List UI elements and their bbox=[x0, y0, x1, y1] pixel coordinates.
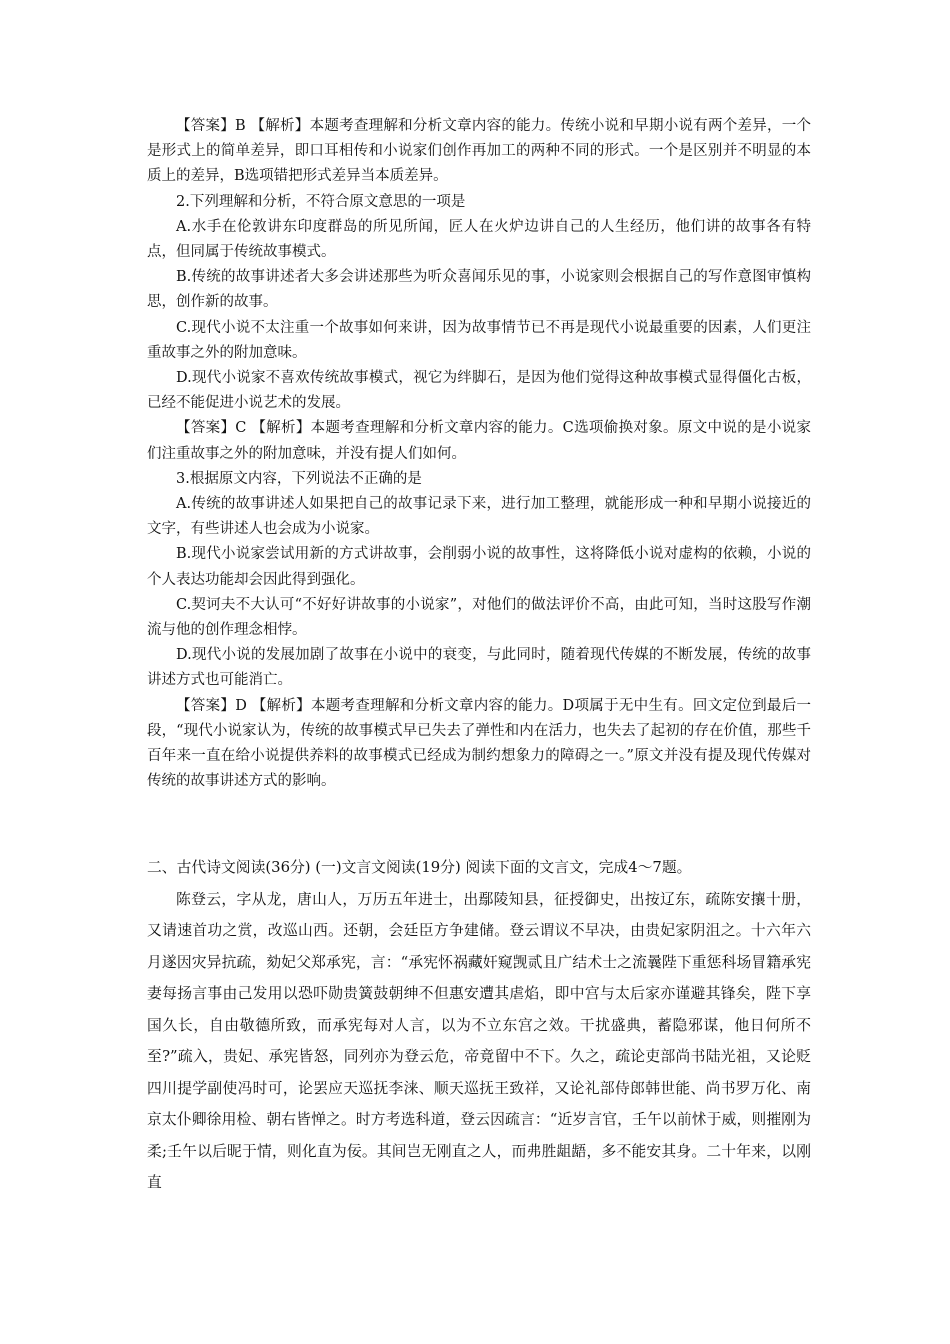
classical-passage: 陈登云，字从龙，唐山人，万历五年进士，出鄢陵知县，征授御史，出按辽东，疏陈安攘十册，又请速首功之赏，改巡山西。还朝，会廷臣方争建储。登云谓议不早决，由贵妃家阴沮之。十六年六月遂因灾异抗疏，劾妃父郑承宪，言：“承宪怀祸藏奸窥觊贰且广结术士之流曩陛下重惩科场冒籍承宪妻每扬言事由己发用以恐吓勋贵簧鼓朝绅不但惠安遭其虐焰，即中宫与太后家亦谨避其锋矣，陛下享国久长，自由敬德所致，而承宪每对人言，以为不立东宫之效。干扰盛典，蓄隐邪谋，他日何所不至?”疏入，贵妃、承宪皆怒，同列亦为登云危，帝竟留中不下。久之，疏论吏部尚书陆光祖，又论贬四川提学副使冯时可，论罢应天巡抚李涞、顺天巡抚王致祥，又论礼部侍郎韩世能、尚书罗万化、南京太仆卿徐用检、朝右皆惮之。时方考选科道，登云因疏言：“近岁言官，壬午以前怵于威，则摧刚为柔;壬午以后昵于情，则化直为佞。其间岂无刚直之人，而弗胜龃龉，多不能安其身。二十年来，以刚直 bbox=[147, 890, 811, 1192]
section-heading: 二、古代诗文阅读(36分) (一)文言文阅读(19分) 阅读下面的文言文，完成4～7题。 bbox=[147, 859, 692, 877]
question-3: 3.根据原文内容，下列说法不正确的是 bbox=[176, 470, 422, 487]
option-2a: A.水手在伦敦讲东印度群岛的所见所闻，匠人在火炉边讲自己的人生经历，他们讲的故事各有特点，但同属于传统故事模式。 bbox=[147, 218, 811, 261]
option-2d: D.现代小说家不喜欢传统故事模式，视它为绊脚石，是因为他们觉得这种故事模式显得僵化古板，已经不能促进小说艺术的发展。 bbox=[147, 370, 811, 412]
option-3b: B.现代小说家尝试用新的方式讲故事，会削弱小说的故事性，这将降低小说对虚构的依赖，小说的个人表达功能却会因此得到强化。 bbox=[147, 546, 811, 588]
classical-reading-section bbox=[147, 852, 811, 1199]
answer-1: 【答案】B 【解析】本题考查理解和分析文章内容的能力。传统小说和早期小说有两个差异，一个是形式上的简单差异，即口耳相传和小说家们创作再加工的两种不同的形式。一个是区别并不明显的本质上的差异，B选项错把形式差异当本质差异。 bbox=[147, 118, 811, 185]
option-3c: C.契诃夫不大认可“不好好讲故事的小说家”，对他们的做法评价不高，由此可知，当时这股写作潮流与他的创作理念相悖。 bbox=[147, 596, 811, 639]
option-2b: B.传统的故事讲述者大多会讲述那些为听众喜闻乐见的事，小说家则会根据自己的写作意图审慎构思，创作新的故事。 bbox=[147, 269, 811, 311]
answer-2: 【答案】C 【解析】本题考查理解和分析文章内容的能力。C选项偷换对象。原文中说的是小说家们注重故事之外的附加意味，并没有提人们如何。 bbox=[147, 420, 811, 462]
question-2: 2.下列理解和分析，不符合原文意思的一项是 bbox=[176, 193, 466, 210]
option-2c: C.现代小说不太注重一个故事如何来讲，因为故事情节已不再是现代小说最重要的因素，人们更注重故事之外的附加意味。 bbox=[147, 319, 811, 361]
answer-3: 【答案】D 【解析】本题考查理解和分析文章内容的能力。D项属于无中生有。回文定位到最后一段，“现代小说家认为，传统的故事模式早已失去了弹性和内在活力，也失去了起初的存在价值，那些千百年来一直在给小说提供养料的故事模式已经成为制约想象力的障碍之一。”原文并没有提及现代传媒对传统的故事讲述方式的影响。 bbox=[147, 697, 811, 790]
document-page bbox=[147, 114, 811, 1199]
answer-section bbox=[147, 114, 811, 794]
option-3d: D.现代小说的发展加剧了故事在小说中的衰变，与此同时，随着现代传媒的不断发展，传统的故事讲述方式也可能消亡。 bbox=[147, 647, 811, 689]
option-3a: A.传统的故事讲述人如果把自己的故事记录下来，进行加工整理，就能形成一种和早期小说接近的文字，有些讲述人也会成为小说家。 bbox=[147, 496, 811, 538]
